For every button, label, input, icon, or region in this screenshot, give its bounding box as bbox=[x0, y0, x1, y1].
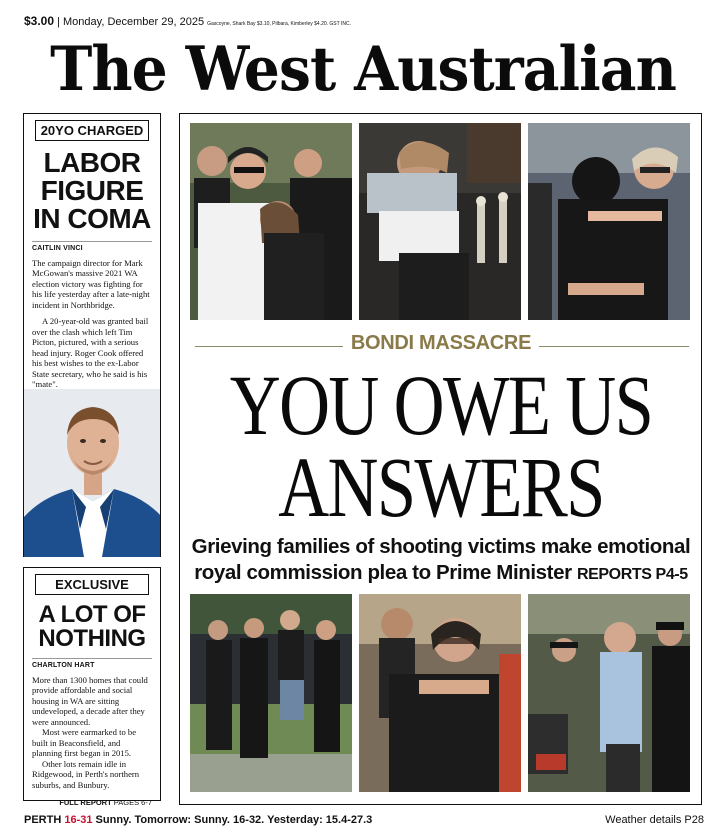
price-strip: $3.00 | Monday, December 29, 2025 Gascoyne, Shark Bay $3.10, Pilbara, Kimberley $4.20. GST INC. bbox=[24, 14, 351, 28]
subhead-line2 bbox=[181, 560, 701, 586]
photo-illustration bbox=[528, 594, 690, 792]
headline-line: IN COMA bbox=[33, 203, 151, 234]
headline-line: A LOT OF bbox=[38, 601, 146, 628]
divider bbox=[32, 658, 152, 659]
photo-men-gathered[interactable] bbox=[528, 594, 690, 792]
byline: CAITLIN VINCI bbox=[32, 245, 83, 252]
story-body bbox=[24, 252, 160, 390]
photo-illustration bbox=[359, 123, 521, 320]
paragraph: A 20-year-old was granted bail over the clash which left Tim Picton, pictured, with a serious head injury. Roger Cook offered his best wishes to the ex-Labor State secretary, who he said is his "mate". bbox=[32, 316, 149, 390]
byline: CHARLTON HART bbox=[32, 662, 95, 669]
photo-mourners-embrace[interactable] bbox=[190, 123, 352, 320]
photo-illustration bbox=[190, 594, 352, 792]
issue-date: Monday, December 29, 2025 bbox=[63, 16, 205, 28]
story-housing[interactable] bbox=[23, 567, 161, 808]
kicker-text: BONDI MASSACRE bbox=[343, 332, 539, 354]
story-tag: EXCLUSIVE bbox=[35, 574, 149, 595]
lead-headline-line1[interactable]: YOU OWE US bbox=[229, 357, 653, 453]
weather-strip bbox=[24, 814, 704, 826]
portrait-photo[interactable] bbox=[23, 389, 161, 557]
photo-grieving-woman[interactable] bbox=[359, 123, 521, 320]
full-report-page: PAGES 6-7 bbox=[113, 798, 152, 808]
photo-illustration bbox=[528, 123, 690, 320]
lead-headline-line2[interactable]: ANSWERS bbox=[278, 439, 604, 535]
weather-range: 16-31 bbox=[64, 814, 93, 826]
weather-details-link[interactable]: Weather details P28 bbox=[605, 814, 704, 826]
photo-women-hug[interactable] bbox=[528, 123, 690, 320]
story-labor-figure[interactable] bbox=[23, 113, 161, 390]
full-report-label: FULL REPORT bbox=[59, 798, 112, 808]
weather-city: PERTH bbox=[24, 814, 62, 826]
photo-illustration bbox=[190, 123, 352, 320]
cover-price: $3.00 bbox=[24, 14, 55, 28]
story-headline[interactable] bbox=[24, 603, 160, 651]
lead-kicker bbox=[181, 332, 701, 355]
headline-line: FIGURE bbox=[40, 175, 144, 206]
full-report-link[interactable] bbox=[24, 790, 160, 807]
paragraph: Most were earmarked to be built in Beaconsfield, and planning first began in 2015. bbox=[32, 727, 137, 759]
headline-line: LABOR bbox=[43, 147, 141, 178]
photo-mourners-consoling[interactable] bbox=[359, 594, 521, 792]
story-body bbox=[24, 669, 160, 790]
photo-illustration bbox=[359, 594, 521, 792]
story-tag: 20YO CHARGED bbox=[35, 120, 149, 141]
reports-link[interactable]: REPORTS P4-5 bbox=[576, 565, 688, 583]
regional-prices: Gascoyne, Shark Bay $3.10, Pilbara, Kimberley $4.20. GST INC. bbox=[207, 21, 351, 27]
masthead-title[interactable]: The West Australian bbox=[50, 34, 676, 105]
paragraph: Other lots remain idle in Ridgewood, in Perth's northern suburbs, and Bunbury. bbox=[32, 758, 140, 790]
story-headline[interactable] bbox=[24, 149, 160, 233]
subhead-text: royal commission plea to Prime Minister bbox=[194, 560, 572, 584]
photo-women-walking[interactable] bbox=[190, 594, 352, 792]
paragraph: The campaign director for Mark McGowan's massive 2021 WA election victory was fighting for his life yesterday after a late-night incident in Northbridge. bbox=[32, 258, 150, 310]
lead-subhead[interactable] bbox=[181, 534, 701, 585]
headline-line: NOTHING bbox=[38, 625, 146, 652]
weather-forecast: Sunny. Tomorrow: Sunny. 16-32. Yesterday: 15.4-27.3 bbox=[95, 814, 373, 826]
paragraph: More than 1300 homes that could provide affordable and social housing in WA are sitting undeveloped, a decade after they were announced. bbox=[32, 675, 148, 727]
divider bbox=[32, 241, 152, 242]
portrait-illustration bbox=[24, 389, 161, 557]
subhead-line1: Grieving families of shooting victims make emotional bbox=[191, 535, 691, 558]
